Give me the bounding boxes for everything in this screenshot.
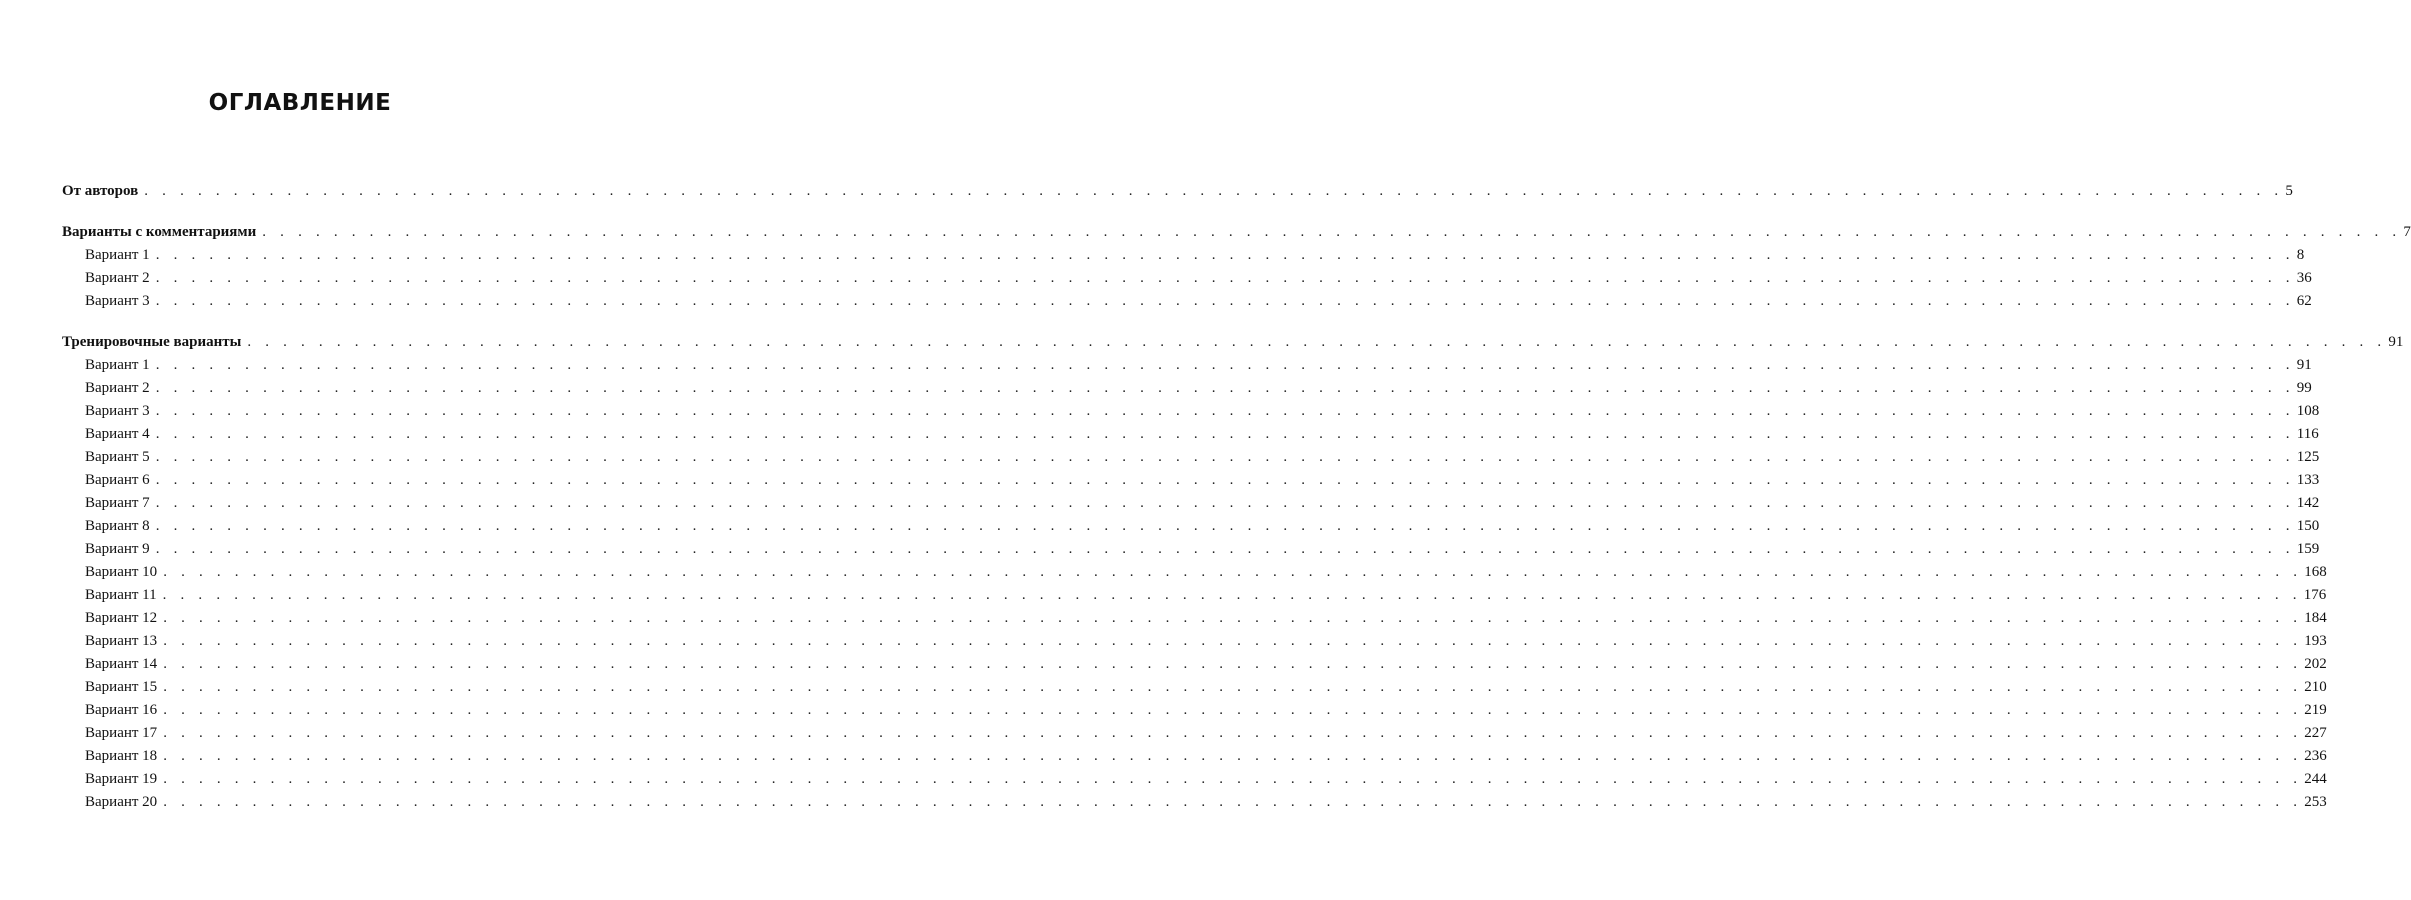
dot-leader: . . . . . . . . . . . . . . . . . . . . . . . . . . . . . . . . . . . . . . . . . . . . . . . . . . . . . . . . . . . . . . . . . . . . . . . . . . . . . . . . . . . . . . . . . . . . . . . . . . . . . . . . . . . . . . . . . . . . . . . . [155,247,2295,263]
toc-page-number: 142 [2296,495,2320,511]
toc-page-number: 108 [2296,403,2320,419]
toc-page-number: 193 [2304,633,2327,649]
dot-leader: . . . . . . . . . . . . . . . . . . . . . . . . . . . . . . . . . . . . . . . . . . . . . . . . . . . . . . . . . . . . . . . . . . . . . . . . . . . . . . . . . . . . . . . . . . . . . . . . . . . . . . . . . . . . . . . . . . . . . . . . [155,541,2295,557]
toc-entry[interactable] [62,653,2327,676]
dot-leader: . . . . . . . . . . . . . . . . . . . . . . . . . . . . . . . . . . . . . . . . . . . . . . . . . . . . . . . . . . . . . . . . . . . . . . . . . . . . . . . . . . . . . . . . . . . . . . . . . . . . . . . . . . . . . . . . . . . . . . . . [155,449,2295,465]
toc-entry[interactable] [62,538,2320,561]
toc-entry[interactable] [62,423,2319,446]
toc-entry-label: Вариант 7 [85,495,150,511]
toc-section-title: От авторов [62,183,139,199]
dot-leader: . . . . . . . . . . . . . . . . . . . . . . . . . . . . . . . . . . . . . . . . . . . . . . . . . . . . . . . . . . . . . . . . . . . . . . . . . . . . . . . . . . . . . . . . . . . . . . . . . . . . . . . . . . . . . . . . . . . . . . . . [163,725,2303,741]
dot-leader: . . . . . . . . . . . . . . . . . . . . . . . . . . . . . . . . . . . . . . . . . . . . . . . . . . . . . . . . . . . . . . . . . . . . . . . . . . . . . . . . . . . . . . . . . . . . . . . . . . . . . . . . . . . . . . . . . . . . . . . . [162,587,2302,603]
toc-entry[interactable] [62,244,2305,267]
toc-entry[interactable] [62,791,2327,814]
dot-leader: . . . . . . . . . . . . . . . . . . . . . . . . . . . . . . . . . . . . . . . . . . . . . . . . . . . . . . . . . . . . . . . . . . . . . . . . . . . . . . . . . . . . . . . . . . . . . . . . . . . . . . . . . . . . . . . . . . . . . . . . [155,518,2295,534]
dot-leader: . . . . . . . . . . . . . . . . . . . . . . . . . . . . . . . . . . . . . . . . . . . . . . . . . . . . . . . . . . . . . . . . . . . . . . . . . . . . . . . . . . . . . . . . . . . . . . . . . . . . . . . . . . . . . . . . . . . . . . . . [163,656,2303,672]
toc-page-number: 227 [2304,725,2327,741]
toc-page-number: 62 [2296,293,2312,309]
dot-leader: . . . . . . . . . . . . . . . . . . . . . . . . . . . . . . . . . . . . . . . . . . . . . . . . . . . . . . . . . . . . . . . . . . . . . . . . . . . . . . . . . . . . . . . . . . . . . . . . . . . . . . . . . . . . . . . . . . . . . . . . [163,679,2303,695]
toc-page-number: 236 [2304,748,2327,764]
toc-section-entry[interactable] [62,180,2293,203]
toc-entry[interactable] [62,584,2327,607]
toc-page-number: 8 [2296,247,2305,263]
dot-leader: . . . . . . . . . . . . . . . . . . . . . . . . . . . . . . . . . . . . . . . . . . . . . . . . . . . . . . . . . . . . . . . . . . . . . . . . . . . . . . . . . . . . . . . . . . . . . . . . . . . . . . . . . . . . . . . . . . . . . . . . [262,224,2402,240]
toc-page-number: 91 [2296,357,2312,373]
toc-section-title: Варианты с комментариями [62,224,257,240]
toc-page-number: 125 [2296,449,2320,465]
toc-entry[interactable] [62,607,2327,630]
toc-entry-label: Вариант 11 [85,587,157,603]
toc-page-number: 150 [2296,518,2320,534]
toc-entry-label: Вариант 14 [85,656,158,672]
toc-section-title: Тренировочные варианты [62,334,242,350]
toc-entry-label: Вариант 13 [85,633,158,649]
toc-entry[interactable] [62,561,2327,584]
toc-page-number: 168 [2304,564,2327,580]
toc-entry[interactable] [62,699,2327,722]
toc-page-number: 219 [2304,702,2327,718]
toc-page-number: 133 [2296,472,2320,488]
table-of-contents [62,180,2411,832]
toc-entry-label: Вариант 12 [85,610,158,626]
toc-entry-label: Вариант 5 [85,449,150,465]
dot-leader: . . . . . . . . . . . . . . . . . . . . . . . . . . . . . . . . . . . . . . . . . . . . . . . . . . . . . . . . . . . . . . . . . . . . . . . . . . . . . . . . . . . . . . . . . . . . . . . . . . . . . . . . . . . . . . . . . . . . . . . . [155,357,2295,373]
toc-entry-label: Вариант 1 [85,357,150,373]
dot-leader: . . . . . . . . . . . . . . . . . . . . . . . . . . . . . . . . . . . . . . . . . . . . . . . . . . . . . . . . . . . . . . . . . . . . . . . . . . . . . . . . . . . . . . . . . . . . . . . . . . . . . . . . . . . . . . . . . . . . . . . . [163,748,2303,764]
toc-entry[interactable] [62,290,2312,313]
toc-entry[interactable] [62,722,2327,745]
toc-entry[interactable] [62,492,2320,515]
toc-page-number: 159 [2296,541,2320,557]
dot-leader: . . . . . . . . . . . . . . . . . . . . . . . . . . . . . . . . . . . . . . . . . . . . . . . . . . . . . . . . . . . . . . . . . . . . . . . . . . . . . . . . . . . . . . . . . . . . . . . . . . . . . . . . . . . . . . . . . . . . . . . . [247,334,2387,350]
toc-entry-label: Вариант 8 [85,518,150,534]
dot-leader: . . . . . . . . . . . . . . . . . . . . . . . . . . . . . . . . . . . . . . . . . . . . . . . . . . . . . . . . . . . . . . . . . . . . . . . . . . . . . . . . . . . . . . . . . . . . . . . . . . . . . . . . . . . . . . . . . . . . . . . . [163,633,2303,649]
dot-leader: . . . . . . . . . . . . . . . . . . . . . . . . . . . . . . . . . . . . . . . . . . . . . . . . . . . . . . . . . . . . . . . . . . . . . . . . . . . . . . . . . . . . . . . . . . . . . . . . . . . . . . . . . . . . . . . . . . . . . . . . [163,794,2303,810]
toc-entry[interactable] [62,768,2327,791]
dot-leader: . . . . . . . . . . . . . . . . . . . . . . . . . . . . . . . . . . . . . . . . . . . . . . . . . . . . . . . . . . . . . . . . . . . . . . . . . . . . . . . . . . . . . . . . . . . . . . . . . . . . . . . . . . . . . . . . . . . . . . . . [155,293,2295,309]
toc-entry-label: Вариант 18 [85,748,158,764]
toc-page-number: 244 [2304,771,2327,787]
toc-entry[interactable] [62,515,2320,538]
toc-page-number: 5 [2285,183,2293,199]
toc-page-number: 210 [2304,679,2327,695]
toc-page-number: 116 [2296,426,2319,442]
toc-entry-label: Вариант 4 [85,426,150,442]
toc-page-number: 202 [2304,656,2327,672]
toc-entry-label: Вариант 9 [85,541,150,557]
toc-entry-label: Вариант 2 [85,270,150,286]
toc-section [62,221,2411,313]
toc-entry-label: Вариант 15 [85,679,158,695]
toc-entry[interactable] [62,267,2312,290]
dot-leader: . . . . . . . . . . . . . . . . . . . . . . . . . . . . . . . . . . . . . . . . . . . . . . . . . . . . . . . . . . . . . . . . . . . . . . . . . . . . . . . . . . . . . . . . . . . . . . . . . . . . . . . . . . . . . . . . . . . . . . . . [163,702,2303,718]
toc-entry[interactable] [62,630,2327,653]
dot-leader: . . . . . . . . . . . . . . . . . . . . . . . . . . . . . . . . . . . . . . . . . . . . . . . . . . . . . . . . . . . . . . . . . . . . . . . . . . . . . . . . . . . . . . . . . . . . . . . . . . . . . . . . . . . . . . . . . . . . . . . . [144,183,2284,199]
toc-entry-label: Вариант 2 [85,380,150,396]
toc-entry-label: Вариант 3 [85,403,150,419]
toc-page-number: 7 [2403,224,2411,240]
dot-leader: . . . . . . . . . . . . . . . . . . . . . . . . . . . . . . . . . . . . . . . . . . . . . . . . . . . . . . . . . . . . . . . . . . . . . . . . . . . . . . . . . . . . . . . . . . . . . . . . . . . . . . . . . . . . . . . . . . . . . . . . [163,564,2303,580]
toc-entry[interactable] [62,469,2320,492]
page-title: ОГЛАВЛЕНИЕ [208,90,392,116]
toc-entry-label: Вариант 1 [85,247,150,263]
toc-entry-label: Вариант 17 [85,725,158,741]
toc-page-number: 36 [2296,270,2312,286]
toc-entry[interactable] [62,354,2312,377]
toc-section-entry[interactable] [62,221,2411,244]
toc-page-number: 253 [2304,794,2327,810]
toc-entry-label: Вариант 3 [85,293,150,309]
toc-entry-label: Вариант 20 [85,794,158,810]
dot-leader: . . . . . . . . . . . . . . . . . . . . . . . . . . . . . . . . . . . . . . . . . . . . . . . . . . . . . . . . . . . . . . . . . . . . . . . . . . . . . . . . . . . . . . . . . . . . . . . . . . . . . . . . . . . . . . . . . . . . . . . . [155,270,2295,286]
toc-section [62,180,2293,203]
toc-entry-label: Вариант 6 [85,472,150,488]
dot-leader: . . . . . . . . . . . . . . . . . . . . . . . . . . . . . . . . . . . . . . . . . . . . . . . . . . . . . . . . . . . . . . . . . . . . . . . . . . . . . . . . . . . . . . . . . . . . . . . . . . . . . . . . . . . . . . . . . . . . . . . . [155,472,2295,488]
toc-page-number: 184 [2304,610,2327,626]
toc-section [62,331,2404,814]
dot-leader: . . . . . . . . . . . . . . . . . . . . . . . . . . . . . . . . . . . . . . . . . . . . . . . . . . . . . . . . . . . . . . . . . . . . . . . . . . . . . . . . . . . . . . . . . . . . . . . . . . . . . . . . . . . . . . . . . . . . . . . . [163,771,2303,787]
dot-leader: . . . . . . . . . . . . . . . . . . . . . . . . . . . . . . . . . . . . . . . . . . . . . . . . . . . . . . . . . . . . . . . . . . . . . . . . . . . . . . . . . . . . . . . . . . . . . . . . . . . . . . . . . . . . . . . . . . . . . . . . [163,610,2303,626]
toc-entry-label: Вариант 16 [85,702,158,718]
dot-leader: . . . . . . . . . . . . . . . . . . . . . . . . . . . . . . . . . . . . . . . . . . . . . . . . . . . . . . . . . . . . . . . . . . . . . . . . . . . . . . . . . . . . . . . . . . . . . . . . . . . . . . . . . . . . . . . . . . . . . . . . [155,495,2295,511]
toc-section-entry[interactable] [62,331,2404,354]
toc-entry[interactable] [62,446,2320,469]
toc-page-number: 99 [2296,380,2312,396]
toc-entry[interactable] [62,676,2327,699]
dot-leader: . . . . . . . . . . . . . . . . . . . . . . . . . . . . . . . . . . . . . . . . . . . . . . . . . . . . . . . . . . . . . . . . . . . . . . . . . . . . . . . . . . . . . . . . . . . . . . . . . . . . . . . . . . . . . . . . . . . . . . . . [155,403,2295,419]
toc-entry-label: Вариант 19 [85,771,158,787]
dot-leader: . . . . . . . . . . . . . . . . . . . . . . . . . . . . . . . . . . . . . . . . . . . . . . . . . . . . . . . . . . . . . . . . . . . . . . . . . . . . . . . . . . . . . . . . . . . . . . . . . . . . . . . . . . . . . . . . . . . . . . . . [155,380,2295,396]
toc-entry[interactable] [62,745,2327,768]
toc-page-number: 176 [2303,587,2327,603]
toc-page-number: 91 [2388,334,2404,350]
dot-leader: . . . . . . . . . . . . . . . . . . . . . . . . . . . . . . . . . . . . . . . . . . . . . . . . . . . . . . . . . . . . . . . . . . . . . . . . . . . . . . . . . . . . . . . . . . . . . . . . . . . . . . . . . . . . . . . . . . . . . . . . [155,426,2295,442]
toc-entry[interactable] [62,400,2320,423]
toc-entry[interactable] [62,377,2312,400]
toc-entry-label: Вариант 10 [85,564,158,580]
